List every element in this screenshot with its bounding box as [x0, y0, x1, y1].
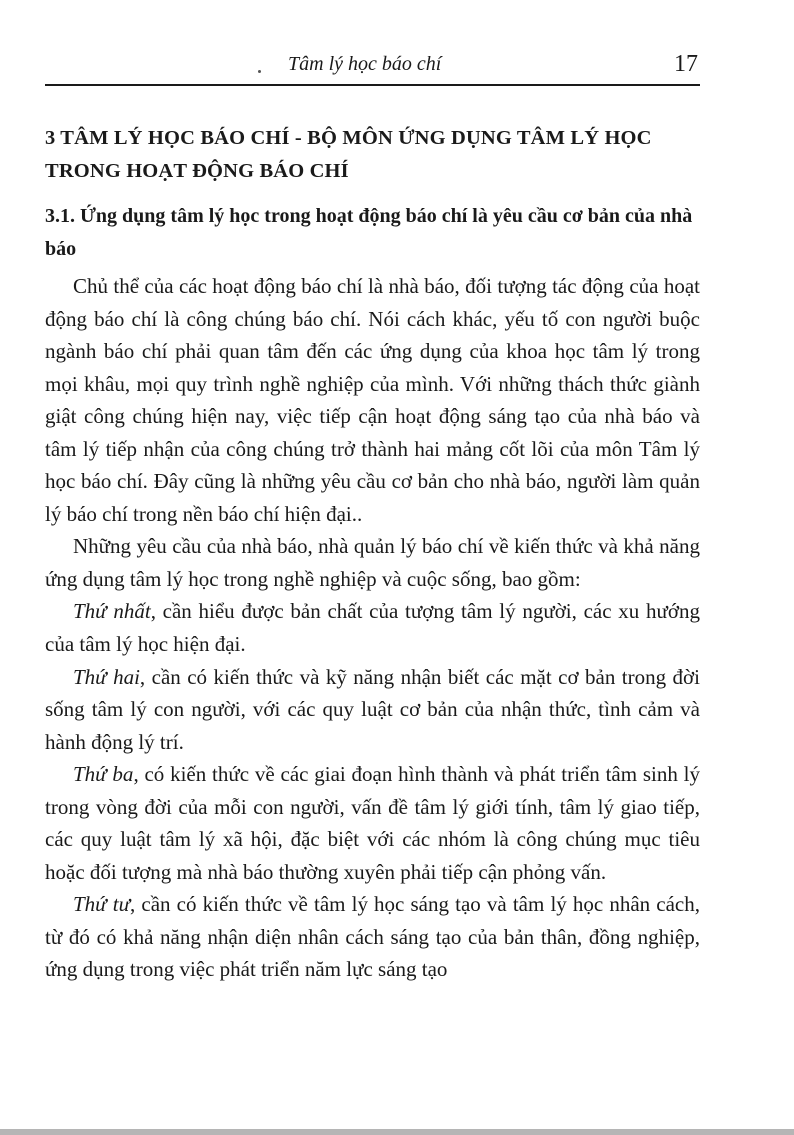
paragraph: [45, 888, 700, 986]
print-speck: [258, 70, 261, 73]
paragraph: [45, 530, 700, 595]
paragraph-lead: Thứ hai: [73, 664, 140, 689]
paragraph-text: , cần có kiến thức về tâm lý học sáng tạo và tâm lý học nhân cách, từ đó có khả năng nhận diện nhân cách sáng tạo của bản thân, đồng nghiệp, ứng dụng trong việc phát triển năm lực sáng tạo: [45, 892, 700, 982]
paragraph: [45, 595, 700, 660]
book-page: [45, 0, 700, 1135]
running-head: [45, 48, 700, 80]
page-number: 17: [674, 51, 698, 77]
paragraph: [45, 661, 700, 759]
header-rule: [45, 84, 700, 86]
paragraph-lead: Thứ ba: [73, 762, 134, 787]
scan-edge-shadow: [0, 1129, 794, 1135]
paragraph: [45, 758, 700, 888]
body-text: [45, 270, 700, 986]
paragraph: [45, 270, 700, 530]
paragraph-text: , cần có kiến thức và kỹ năng nhận biết các mặt cơ bản trong đời sống tâm lý con người, với các quy luật cơ bản của nhận thức, tình cảm và hành động lý trí.: [45, 664, 700, 754]
paragraph-text: Những yêu cầu của nhà báo, nhà quản lý báo chí về kiến thức và khả năng ứng dụng tâm lý học trong nghề nghiệp và cuộc sống, bao gồm:: [45, 534, 700, 591]
subsection-heading: 3.1. Ứng dụng tâm lý học trong hoạt động báo chí là yêu cầu cơ bản của nhà báo: [45, 205, 693, 260]
paragraph-text: , có kiến thức về các giai đoạn hình thành và phát triển tâm sinh lý trong vòng đời của mỗi con người, vấn đề tâm lý giới tính, tâm lý giao tiếp, các quy luật tâm lý xã hội, đặc biệt với các nhóm là công chúng mục tiêu hoặc đối tượng mà nhà báo thường xuyên phải tiếp cận phỏng vấn.: [45, 762, 700, 884]
section-heading: 3 TÂM LÝ HỌC BÁO CHÍ - BỘ MÔN ỨNG DỤNG TÂM LÝ HỌC TRONG HOẠT ĐỘNG BÁO CHÍ: [45, 127, 652, 182]
paragraph-text: Chủ thể của các hoạt động báo chí là nhà báo, đối tượng tác động của hoạt động báo chí là công chúng báo chí. Nói cách khác, yếu tố con người buộc ngành báo chí phải quan tâm đến các ứng dụng của khoa học tâm lý trong mọi khâu, mọi quy trình nghề nghiệp của mình. Với những thách thức giành giật công chúng hiện nay, việc tiếp cận hoạt động sáng tạo của nhà báo và tâm lý tiếp nhận của công chúng trở thành hai mảng cốt lõi của môn Tâm lý học báo chí. Đây cũng là những yêu cầu cơ bản cho nhà báo, người làm quản lý báo chí trong nền báo chí hiện đại..: [45, 274, 700, 526]
paragraph-lead: Thứ tư: [73, 892, 131, 917]
running-head-title: Tâm lý học báo chí: [288, 53, 442, 75]
paragraph-lead: Thứ nhất: [73, 599, 151, 624]
paragraph-text: , cần hiểu được bản chất của tượng tâm lý người, các xu hướng của tâm lý học hiện đại.: [45, 599, 700, 657]
